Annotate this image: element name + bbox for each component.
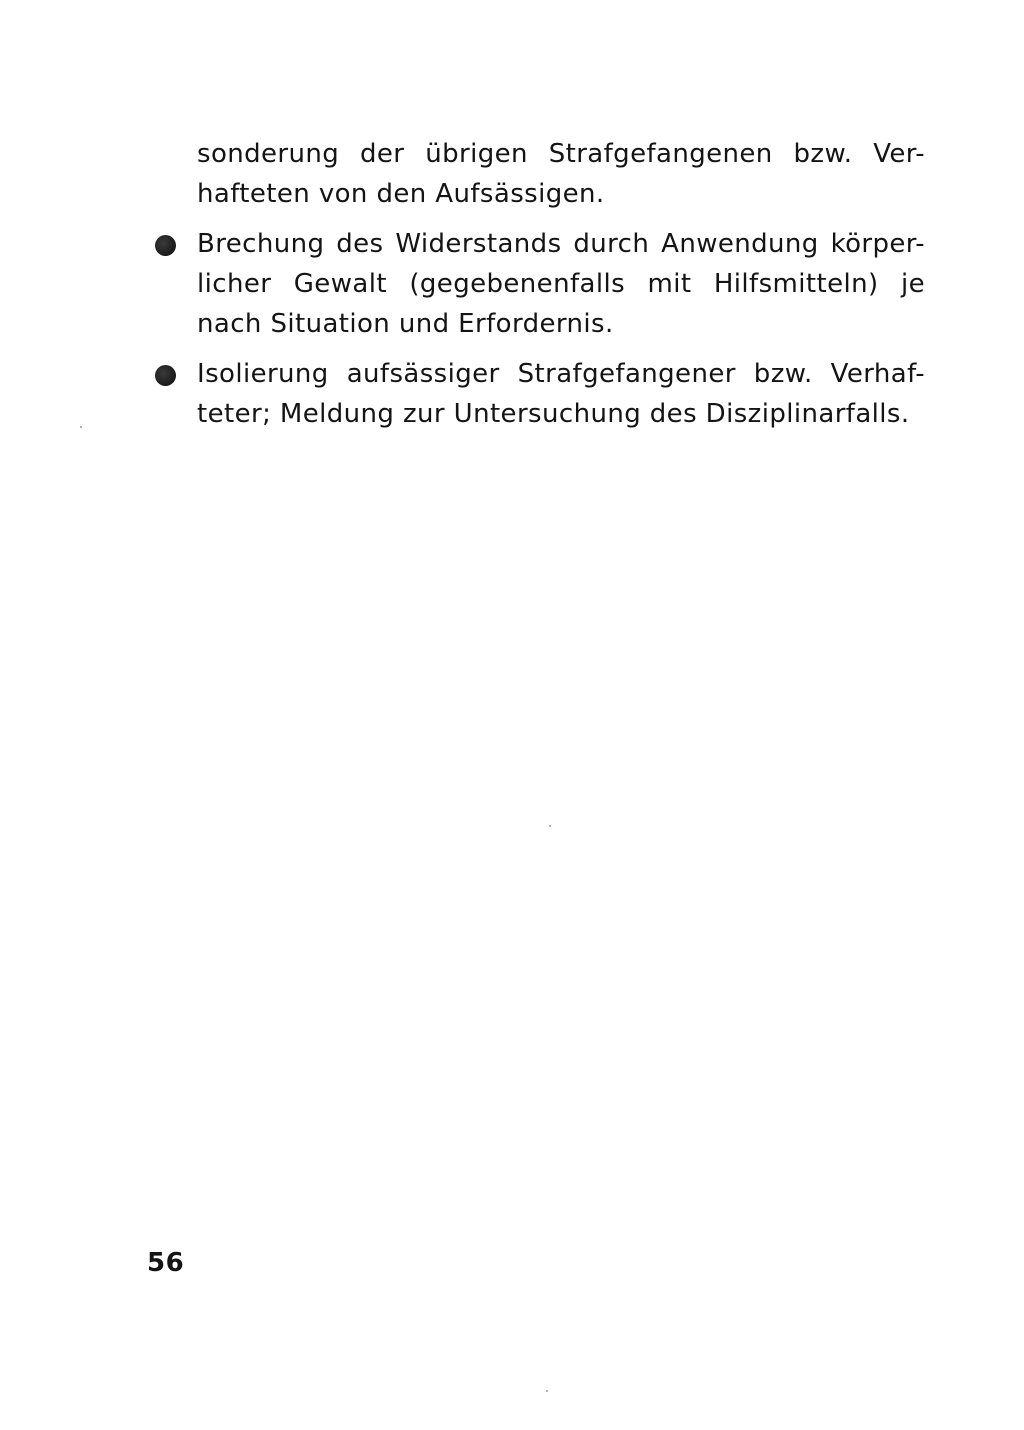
text-line: Isolierung aufsässiger Strafgefangener bzw. Verhaf- (197, 359, 925, 389)
bullet-dot-icon (155, 235, 176, 256)
text-line: sonderung der übrigen Strafgefangenen bzw. Ver- (197, 139, 925, 169)
bullet-dot-icon (155, 365, 176, 386)
continuation-paragraph (197, 134, 925, 214)
text-line: hafteten von den Aufsässigen. (197, 179, 605, 209)
text-line: teter; Meldung zur Untersuchung des Disziplinarfalls. (197, 399, 910, 429)
bullet-item-1 (197, 224, 925, 344)
text-line: Brechung des Widerstands durch Anwendung körper- (197, 229, 925, 259)
bullet-item-2 (197, 354, 925, 434)
scan-speck (80, 426, 82, 428)
text-line: licher Gewalt (gegebenenfalls mit Hilfsmitteln) je (197, 269, 925, 299)
text-line: nach Situation und Erfordernis. (197, 309, 614, 339)
body-text (197, 134, 925, 434)
page-number: 56 (147, 1248, 185, 1278)
scan-speck (546, 1390, 548, 1392)
scan-speck (549, 825, 551, 827)
